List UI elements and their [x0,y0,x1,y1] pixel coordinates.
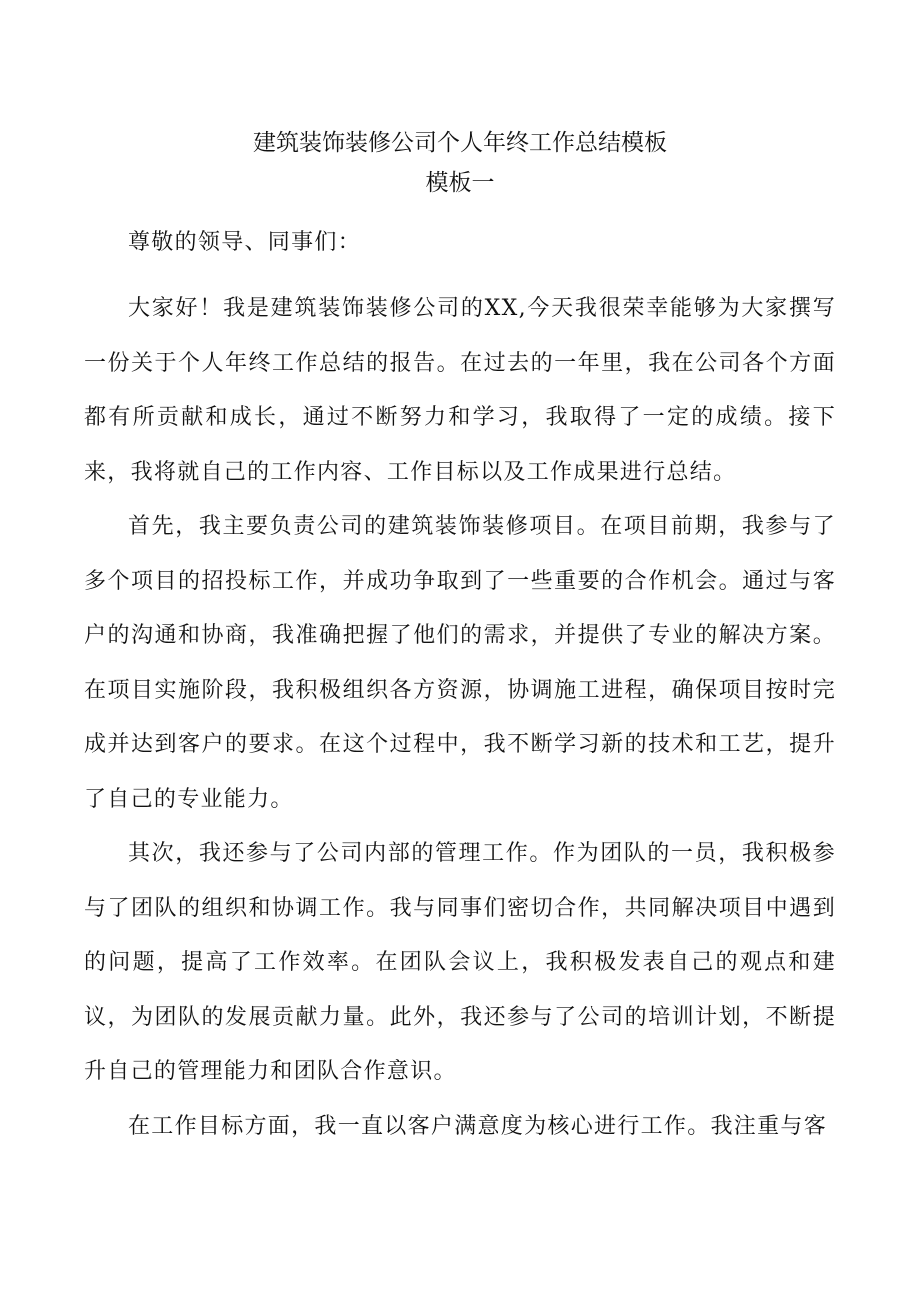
project-work-paragraph: 首先，我主要负责公司的建筑装饰装修项目。在项目前期，我参与了多个项目的招投标工作，并成功争取到了一些重要的合作机会。通过与客户的沟通和协商，我准确把握了他们的需求，并提供了专业的解决方案。在项目实施阶段，我积极组织各方资源，协调施工进程，确保项目按时完成并达到客户的要求。在这个过程中，我不断学习新的技术和工艺，提升了自己的专业能力。 [84,514,836,812]
intro-paragraph: 大家好！我是建筑装饰装修公司的XX,今天我很荣幸能够为大家撰写一份关于个人年终工作总结的报告。在过去的一年里，我在公司各个方面都有所贡献和成长，通过不断努力和学习，我取得了一定的成绩。接下来，我将就自己的工作内容、工作目标以及工作成果进行总结。 [84,296,836,485]
work-goals-paragraph: 在工作目标方面，我一直以客户满意度为核心进行工作。我注重与客 [128,1114,828,1139]
document-title: 建筑装饰装修公司个人年终工作总结模板 [253,130,667,156]
salutation-paragraph: 尊敬的领导、同事们： [128,230,362,255]
management-work-paragraph: 其次，我还参与了公司内部的管理工作。作为团队的一员，我积极参与了团队的组织和协调工作。我与同事们密切合作，共同解决项目中遇到的问题，提高了工作效率。在团队会议上，我积极发表自己的观点和建议，为团队的发展贡献力量。此外，我还参与了公司的培训计划，不断提升自己的管理能力和团队合作意识。 [84,841,836,1084]
document-subtitle: 模板一 [425,170,495,196]
